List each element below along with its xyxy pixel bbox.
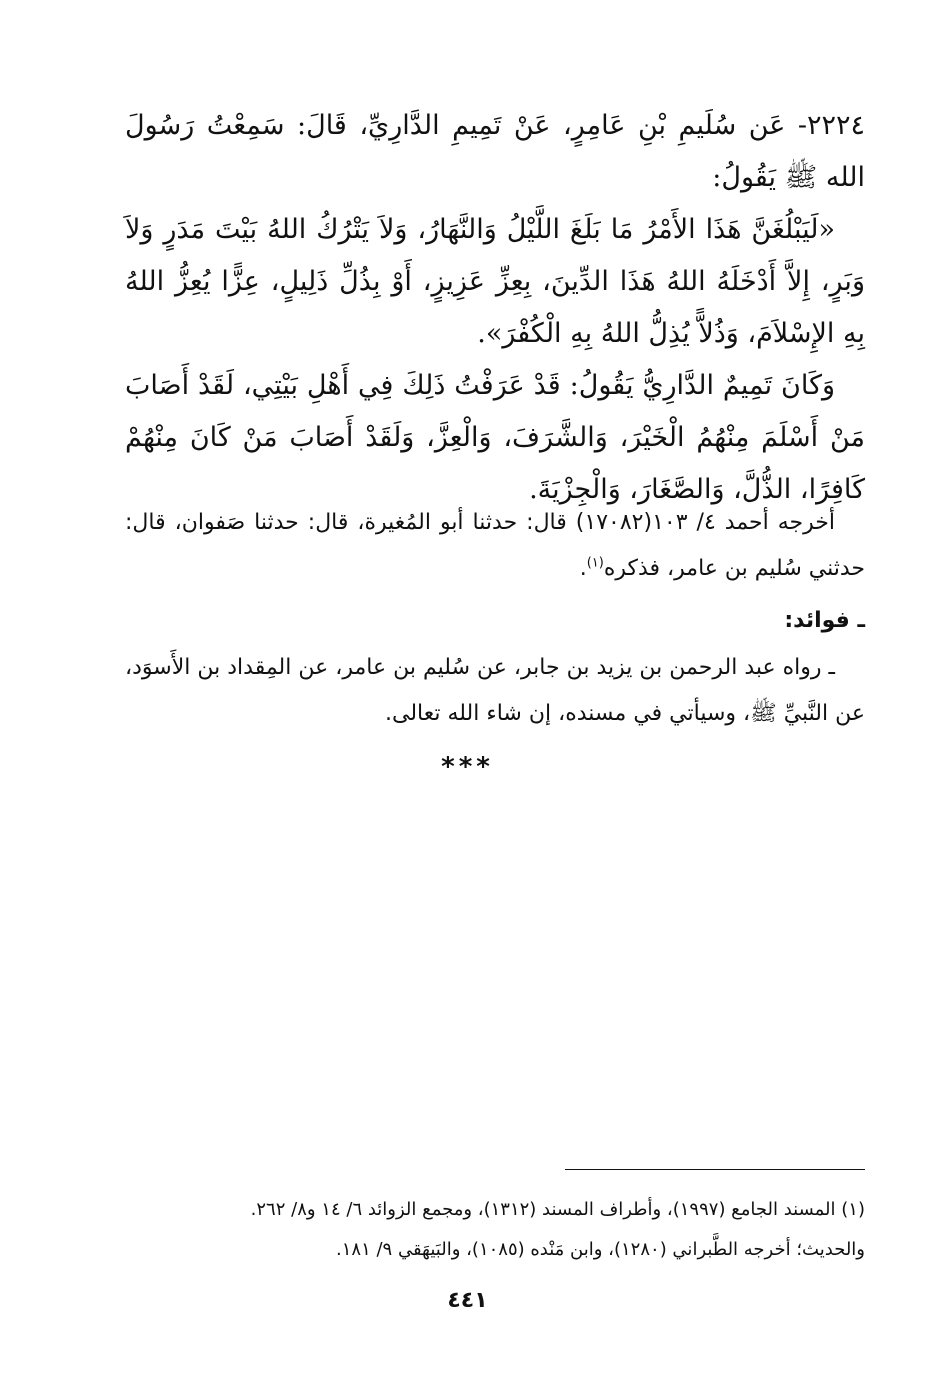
section-separator: *** — [441, 752, 494, 782]
footnote-divider — [565, 1169, 865, 1170]
takhrij-paragraph — [125, 500, 865, 592]
fawaid-text: ـ رواه عبد الرحمن بن يزيد بن جابر، عن سُليم بن عامر، عن المِقداد بن الأَسوَد، عن النَّبيِّ ﷺ، وسيأتي في مسنده، إن شاء الله تعالى. — [125, 655, 865, 726]
footnotes — [150, 1190, 865, 1270]
takhrij-text: أخرجه أحمد ٤/ ١٠٣(١٧٠٨٢) قال: حدثنا أبو المُغيرة، قال: حدثنا صَفوان، قال: حدثني سُليم بن عامر، فذكره — [125, 510, 865, 581]
takhrij-section — [125, 500, 865, 592]
tamim-statement: وَكَانَ تَمِيمٌ الدَّارِيُّ يَقُولُ: قَدْ عَرَفْتُ ذَلِكَ فِي أَهْلِ بَيْتِي، لَقَدْ أَصَابَ مَنْ أَسْلَمَ مِنْهُمُ الْخَيْرَ، وَالشَّرَفَ، وَالْعِزَّ، وَلَقَدْ أَصَابَ مَنْ كَانَ مِنْهُمْ كَافِرًا، الذُّلَّ، وَالصَّغَارَ، وَالْجِزْيَةَ. — [125, 370, 865, 505]
takhrij-end: . — [579, 556, 587, 581]
fawaid-heading: ـ فوائد: — [784, 608, 865, 633]
fawaid-section — [125, 645, 865, 737]
footnote-marker[interactable]: (١) — [586, 555, 604, 571]
hadith-matn: «لَيَبْلُغَنَّ هَذَا الأَمْرُ مَا بَلَغَ اللَّيْلُ وَالنَّهَارُ، وَلاَ يَتْرُكُ اللهُ بَيْتَ مَدَرٍ وَلاَ وَبَرٍ، إِلاَّ أَدْخَلَهُ اللهُ هَذَا الدِّينَ، بِعِزِّ عَزِيزٍ، أَوْ بِذُلِّ ذَلِيلٍ، عِزًّا يُعِزُّ اللهُ بِهِ الإِسْلاَمَ، وَذُلاًّ يُذِلُّ اللهُ بِهِ الْكُفْرَ». — [125, 214, 865, 349]
footnote-line-1: (١) المسند الجامع (١٩٩٧)، وأطراف المسند (١٣١٢)، ومجمع الزوائد ٦/ ١٤ و٨/ ٢٦٢. — [250, 1199, 865, 1220]
hadith-section — [125, 100, 865, 516]
footnote-line-2: والحديث؛ أخرجه الطَّبراني (١٢٨٠)، وابن مَنْده (١٠٨٥)، والبَيهَقي ٩/ ١٨١. — [336, 1239, 865, 1260]
hadith-isnad: ٢٢٢٤- عَن سُلَيمِ بْنِ عَامِرٍ، عَنْ تَمِيمِ الدَّارِيِّ، قَالَ: سَمِعْتُ رَسُولَ الله ﷺ يَقُولُ: — [125, 110, 865, 193]
page-number: ٤٤١ — [447, 1288, 488, 1313]
